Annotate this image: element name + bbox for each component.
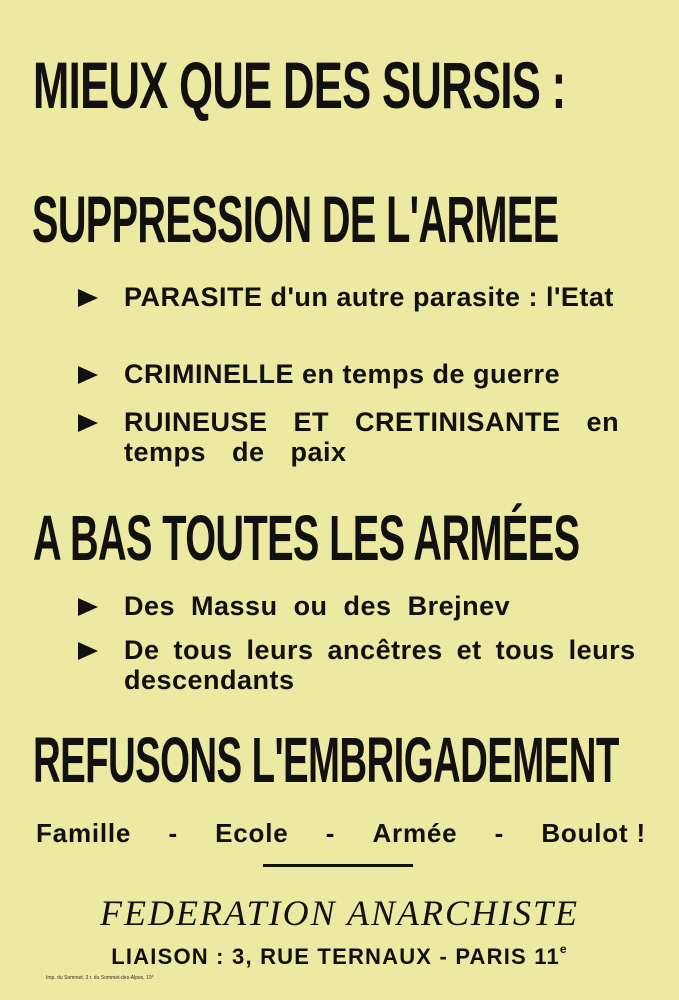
slogan-dash: - (494, 818, 505, 848)
headline-sursis: MIEUX QUE DES SURSIS : (33, 48, 566, 122)
triangle-bullet-icon (78, 598, 98, 616)
bullet-rest: d'un autre parasite : l'Etat (262, 282, 614, 312)
headline-suppression: SUPPRESSION DE L'ARMEE (32, 182, 559, 256)
address-suffix: e (559, 942, 568, 956)
slogan-dash: - (168, 818, 178, 848)
bullet-text: Des Massu ou des Brejnev (124, 591, 511, 621)
slogan-word: Armée (372, 818, 458, 848)
address-line (0, 944, 679, 970)
slogan-dash: - (325, 818, 336, 848)
bullet-text (124, 407, 644, 467)
triangle-bullet-icon (78, 366, 98, 384)
headline-refusons: REFUSONS L'EMBRIGADEMENT (33, 724, 619, 796)
bullet-text: De tous leurs ancêtres et tous leurs descendants (124, 635, 636, 695)
organization-name: FEDERATION ANARCHISTE (100, 893, 579, 933)
bullet-text (124, 282, 644, 312)
slogan-word: Famille (36, 818, 132, 848)
bullet-rest: en temps de paix (124, 407, 620, 467)
bullet-lead: CRIMINELLE (124, 359, 294, 389)
slogan-word: Ecole (215, 818, 289, 848)
bullet-lead: RUINEUSE ET CRETINISANTE (124, 407, 561, 437)
bullet-text (124, 359, 644, 389)
printer-note: Imp. du Sommet, 3 r. du Sommet-des-Alpes, 19° (46, 975, 154, 981)
bullet-rest: en temps de guerre (294, 359, 561, 389)
slogan-word: Boulot ! (541, 818, 646, 848)
headline-a-bas: A BAS TOUTES LES ARMÉES (33, 502, 580, 574)
slogan-line (36, 818, 646, 849)
triangle-bullet-icon (78, 289, 98, 307)
triangle-bullet-icon (78, 414, 98, 432)
triangle-bullet-icon (78, 642, 98, 660)
bullet-lead: PARASITE (124, 282, 263, 312)
divider-rule (263, 864, 413, 867)
address-text: LIAISON : 3, RUE TERNAUX - PARIS 11 (111, 944, 560, 969)
